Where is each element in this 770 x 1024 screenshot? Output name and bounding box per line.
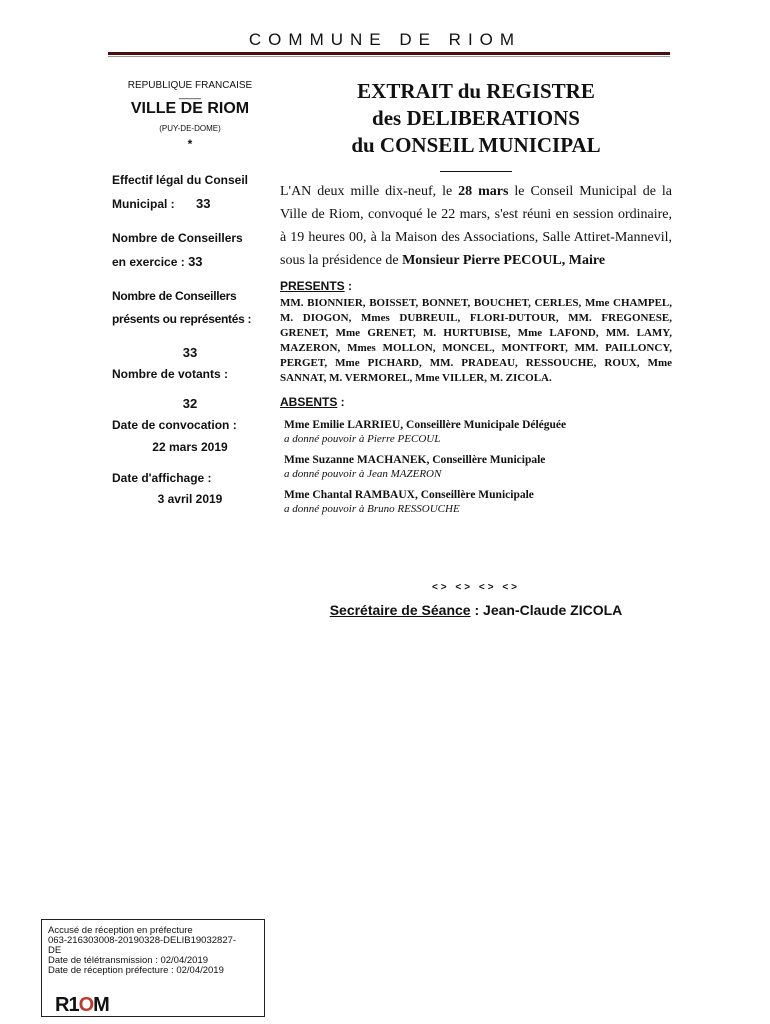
receipt-line: 063-216303008-20190328-DELIB19032827- xyxy=(48,935,237,946)
logo-part: M xyxy=(93,994,109,1016)
header-divider xyxy=(108,52,670,58)
absents-heading: ABSENTS xyxy=(280,395,338,409)
absent-pouvoir: a donné pouvoir à Jean MAZERON xyxy=(284,468,442,480)
secretaire-sep: : xyxy=(470,602,484,618)
effectif-row xyxy=(112,192,268,216)
exercice-label-2: en exercice : xyxy=(112,255,185,269)
presents-heading-row: PRESENTS : xyxy=(280,279,353,293)
effectif-label-2: Municipal : xyxy=(112,197,175,211)
absent-name: Mme Chantal RAMBAUX, Conseillère Municipale xyxy=(284,489,534,501)
affichage-value: 3 avril 2019 xyxy=(157,492,223,506)
effectif-value: 33 xyxy=(196,196,211,211)
presents-list: MM. BIONNIER, BOISSET, BONNET, BOUCHET, CERLES, Mme CHAMPEL, M. DIOGON, Mmes DUBREUIL, FLORI-DUTOUR, MM. FREGONESE, GRENET, Mme GRENET, M. HURTUBISE, Mme LAFOND, MM. LAMY, MAZERON, Mmes MOLLON, MONCEL, MONTFORT, MM. PAILLONCY, PERGET, Mme PICHARD, MM. PRADEAU, RESSOUCHE, ROUX, Mme SANNAT, M. VERMOREL, Mme VILLER, M. ZICOLA. xyxy=(280,297,672,384)
intro-text-b: le Conseil Municipal de la Ville de Riom, convoqué le 22 mars, s'est réuni en session ordinaire, à 19 heures 00, à la Maison des Associations, Salle Attiret-Mannevil, sous la présidence de xyxy=(280,184,673,268)
riom-logo xyxy=(55,994,109,1016)
absent-entry xyxy=(280,488,672,517)
left-sidebar xyxy=(112,78,268,508)
exercice-value: 33 xyxy=(188,254,203,269)
convocation-label: Date de convocation : xyxy=(112,418,237,432)
votants-value: 32 xyxy=(182,396,198,411)
session-date: 28 mars xyxy=(458,184,509,199)
star-mark: * xyxy=(187,137,193,151)
affichage-label: Date d'affichage : xyxy=(112,471,212,485)
intro-text-a: L'AN deux mille dix-neuf, le xyxy=(280,184,459,199)
exercice-block xyxy=(112,227,268,274)
commune-identity xyxy=(112,80,268,151)
document-title xyxy=(280,78,672,159)
receipt-line: Accusé de réception en préfecture xyxy=(48,925,193,936)
presents-count-block xyxy=(112,285,268,331)
absent-entry xyxy=(280,453,672,482)
presents-count-value: 33 xyxy=(182,345,198,360)
effectif-label: Effectif légal du Conseil xyxy=(112,173,249,187)
page-header-title: COMMUNE DE RIOM xyxy=(248,30,522,49)
secretaire-name: Jean-Claude ZICOLA xyxy=(483,602,623,618)
absent-pouvoir: a donné pouvoir à Pierre PECOUL xyxy=(284,433,441,445)
republique-label: REPUBLIQUE FRANCAISE xyxy=(127,80,253,91)
ville-name: VILLE DE RIOM xyxy=(130,100,250,117)
secretaire-line xyxy=(280,602,672,618)
receipt-line: Date de réception préfecture : 02/04/2019 xyxy=(48,965,224,976)
departement-label: (PUY-DE-DOME) xyxy=(159,124,221,133)
title-line-2: des DELIBERATIONS xyxy=(372,106,580,130)
title-line-1: EXTRAIT du REGISTRE xyxy=(357,79,595,103)
logo-part: R1 xyxy=(55,994,79,1016)
presents-count-label-2: présents ou représentés : xyxy=(112,312,252,326)
exercice-row xyxy=(112,250,268,274)
main-content xyxy=(280,78,672,517)
intro-paragraph xyxy=(280,180,672,272)
title-underline xyxy=(440,171,512,172)
votants-label: Nombre de votants : xyxy=(112,367,229,381)
absent-entry xyxy=(280,418,672,447)
title-line-3: du CONSEIL MUNICIPAL xyxy=(351,133,601,157)
absent-name: Mme Suzanne MACHANEK, Conseillère Municipale xyxy=(284,454,546,466)
absent-name: Mme Emilie LARRIEU, Conseillère Municipale Déléguée xyxy=(284,419,567,431)
prefecture-receipt-box xyxy=(41,919,265,1017)
absents-heading-row: ABSENTS : xyxy=(280,395,345,409)
receipt-line: Date de télétransmission : 02/04/2019 xyxy=(48,955,209,966)
president-name: Monsieur Pierre PECOUL, Maire xyxy=(402,253,606,268)
absent-pouvoir: a donné pouvoir à Bruno RESSOUCHE xyxy=(284,503,460,515)
presents-count-label: Nombre de Conseillers xyxy=(112,289,237,303)
exercice-label: Nombre de Conseillers xyxy=(112,231,243,245)
dash-divider: ____ xyxy=(178,89,202,100)
receipt-line: DE xyxy=(48,945,62,956)
presents-heading: PRESENTS xyxy=(280,279,345,293)
section-ornament: <> <> <> <> xyxy=(431,582,521,593)
effectif-block xyxy=(112,169,268,216)
secretaire-label: Secrétaire de Séance xyxy=(329,602,471,618)
logo-part: O xyxy=(78,994,94,1016)
convocation-value: 22 mars 2019 xyxy=(152,440,228,454)
